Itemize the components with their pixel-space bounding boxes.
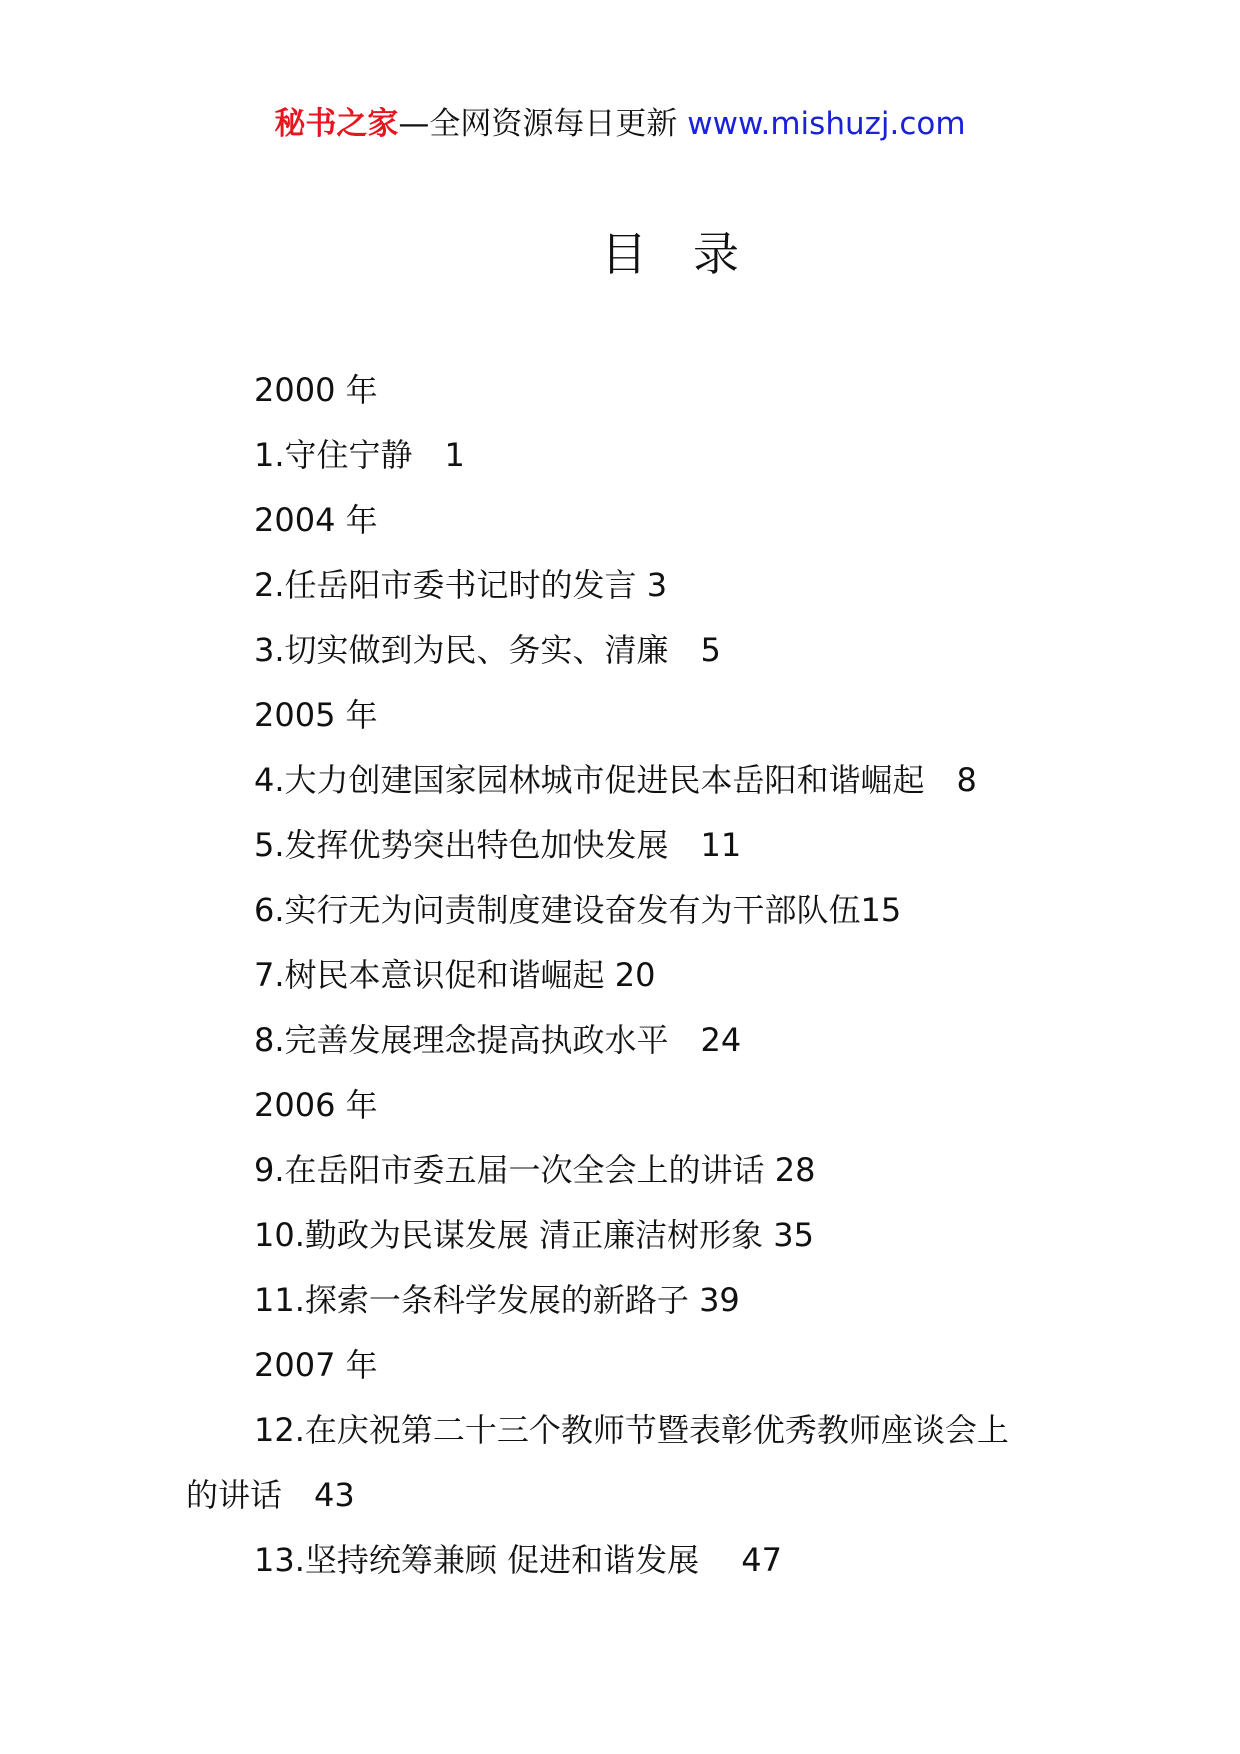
toc-entry[interactable]: 2.任岳阳市委书记时的发言 3 — [254, 566, 668, 604]
table-of-contents — [186, 358, 1086, 1593]
toc-year-heading: 2000 年 — [254, 371, 378, 409]
toc-year-heading: 2004 年 — [254, 501, 378, 539]
toc-entry[interactable]: 7.树民本意识促和谐崛起 20 — [254, 956, 656, 994]
toc-entry[interactable]: 8.完善发展理念提高执政水平 24 — [254, 1021, 742, 1059]
toc-year-heading: 2005 年 — [254, 696, 378, 734]
toc-entry[interactable]: 3.切实做到为民、务实、清廉 5 — [254, 631, 721, 669]
brand-name: 秘书之家 — [274, 106, 399, 142]
toc-year-heading: 2006 年 — [254, 1086, 378, 1124]
site-url-link[interactable]: www.mishuzj.com — [687, 106, 966, 142]
toc-entry[interactable]: 1.守住宁静 1 — [254, 436, 465, 474]
toc-entry[interactable]: 4.大力创建国家园林城市促进民本岳阳和谐崛起 8 — [254, 761, 977, 799]
toc-entry[interactable]: 9.在岳阳市委五届一次全会上的讲话 28 — [254, 1151, 816, 1189]
toc-entry[interactable]: 13.坚持统筹兼顾 促进和谐发展 47 — [254, 1541, 782, 1579]
toc-year-heading: 2007 年 — [254, 1346, 378, 1384]
toc-entry[interactable]: 5.发挥优势突出特色加快发展 11 — [254, 826, 742, 864]
page-title: 目 录 — [601, 227, 739, 281]
toc-entry[interactable]: 11.探索一条科学发展的新路子 39 — [254, 1281, 740, 1319]
toc-entry[interactable]: 10.勤政为民谋发展 清正廉洁树形象 35 — [254, 1216, 814, 1254]
header-slogan: —全网资源每日更新 — [398, 106, 688, 142]
site-header — [0, 100, 1240, 148]
toc-entry[interactable]: 6.实行无为问责制度建设奋发有为干部队伍15 — [254, 891, 902, 929]
toc-entry[interactable]: 12.在庆祝第二十三个教师节暨表彰优秀教师座谈会上 — [254, 1411, 1009, 1449]
toc-entry-continuation[interactable]: 的讲话 43 — [186, 1476, 355, 1514]
